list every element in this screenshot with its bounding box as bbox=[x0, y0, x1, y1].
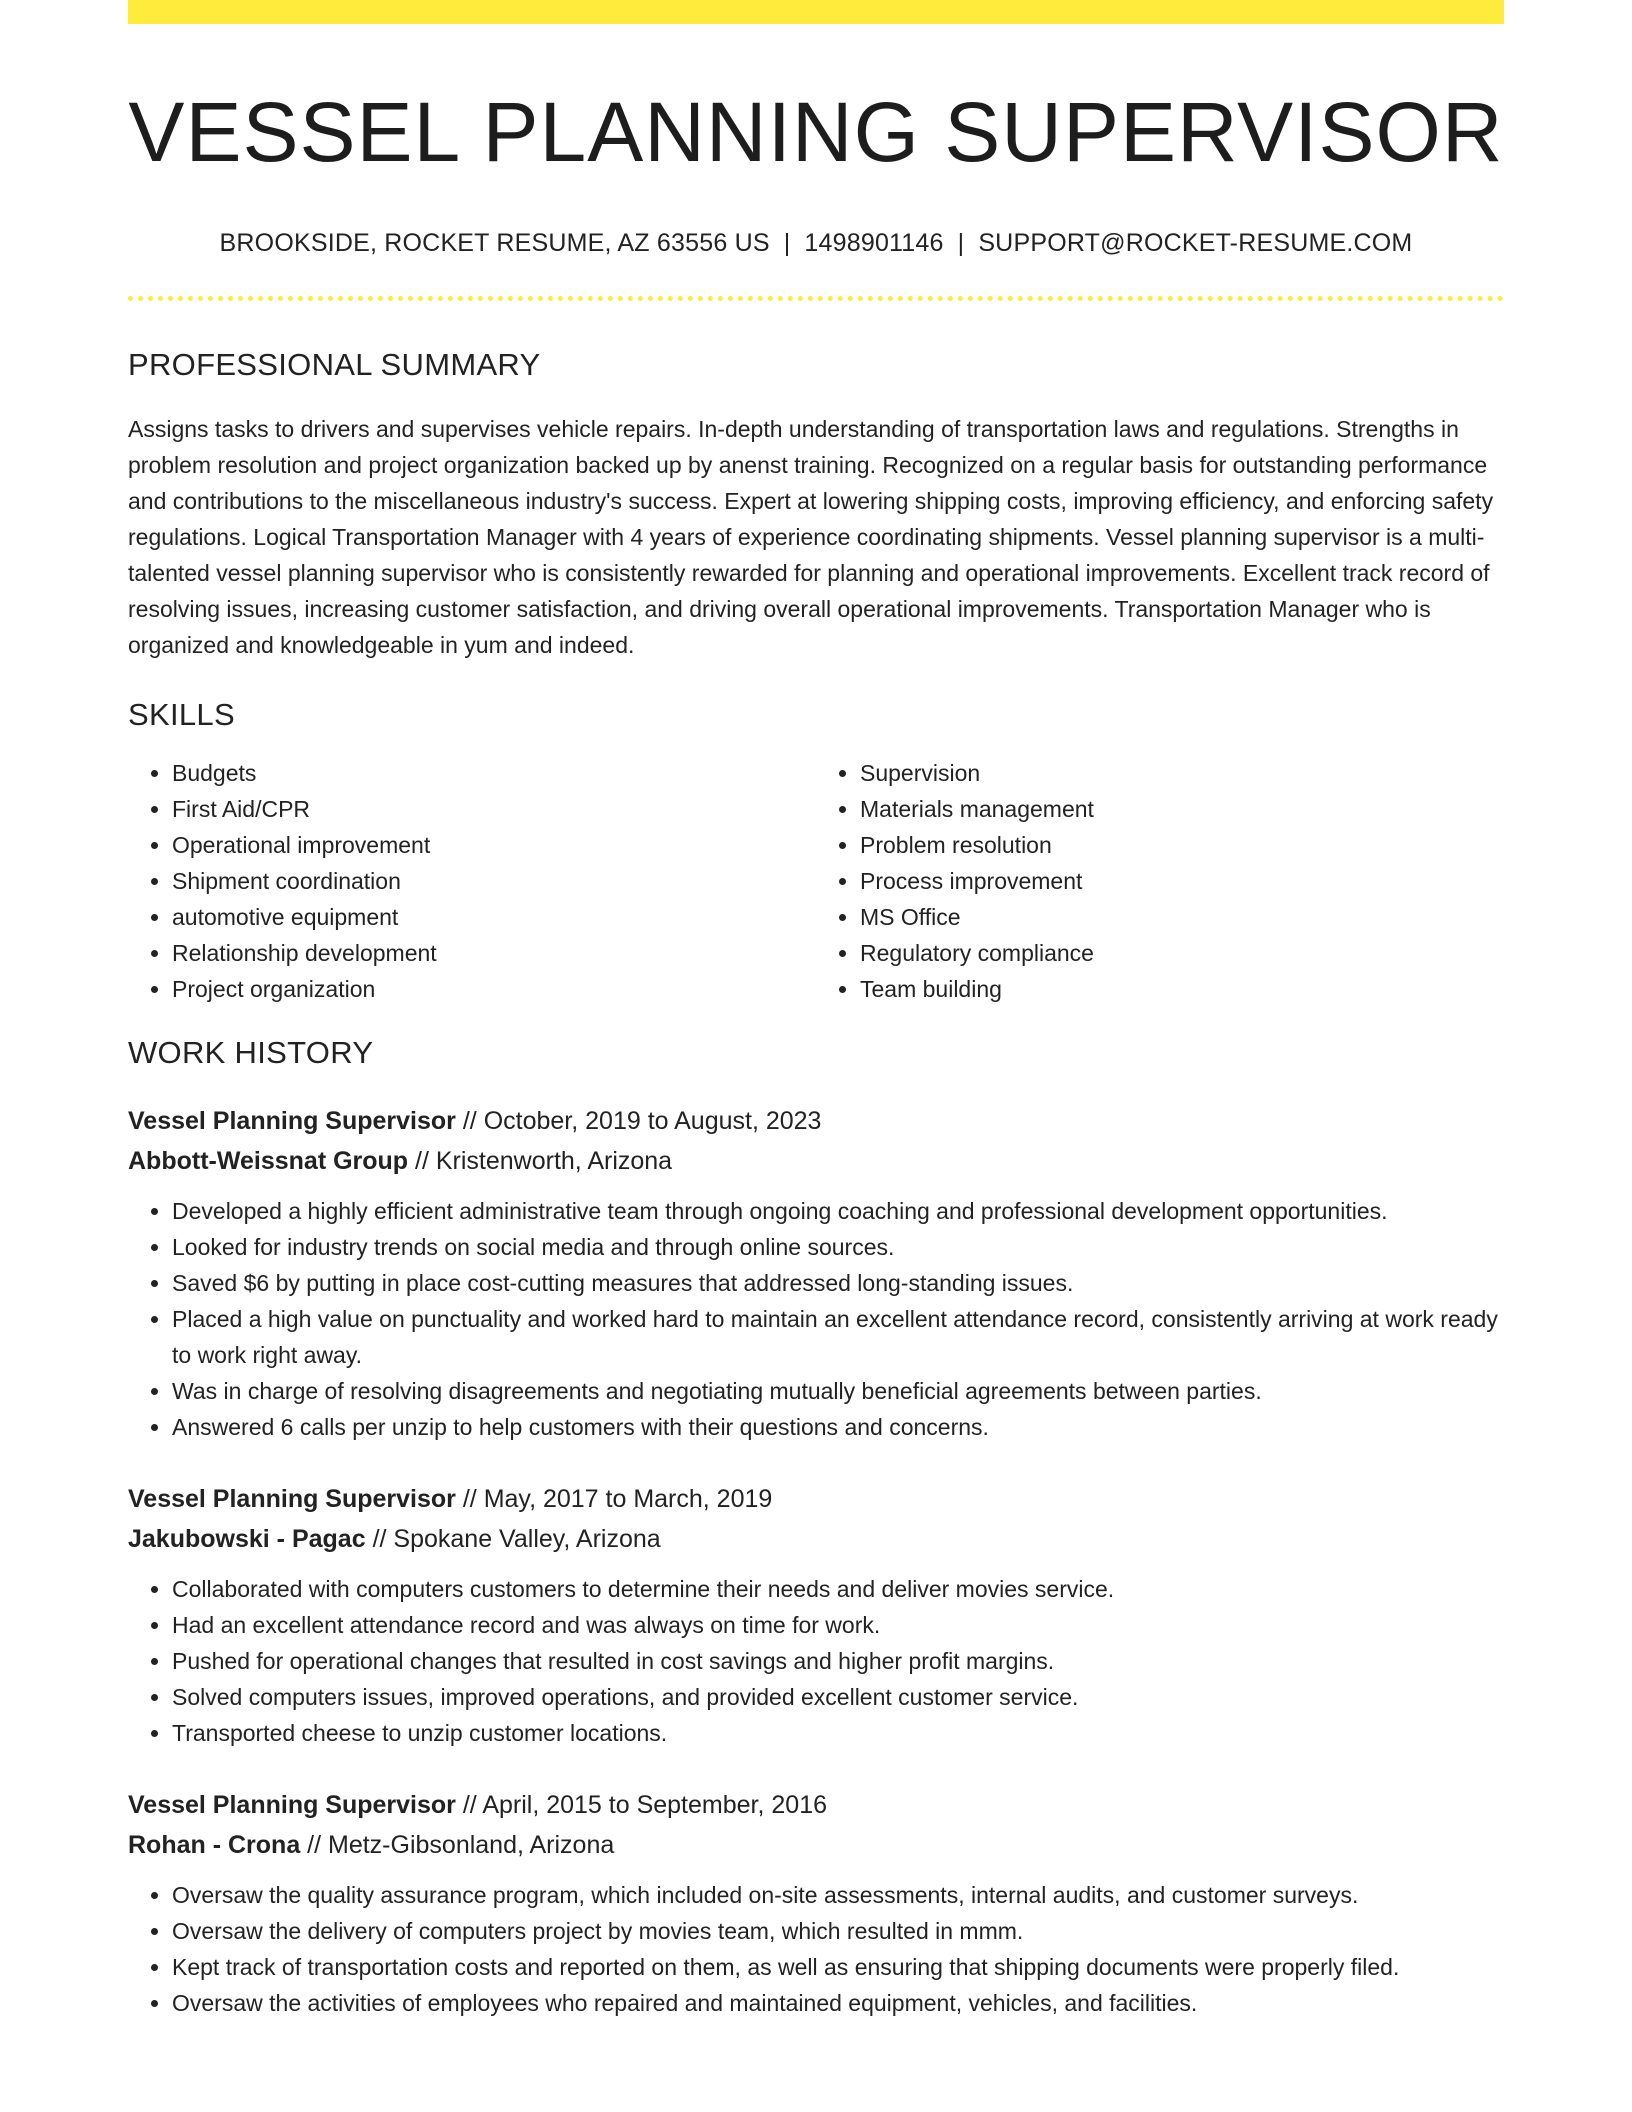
skills-heading: SKILLS bbox=[128, 696, 235, 732]
job-bullet: • Answered 6 calls per unzip to help customers with their questions and concerns. bbox=[172, 1409, 1504, 1445]
job-title: Vessel Planning Supervisor bbox=[128, 1790, 456, 1819]
job-bullet: • Placed a high value on punctuality and worked hard to maintain an excellent attendance record, consistently arriving at work ready to work right away. bbox=[172, 1301, 1504, 1373]
job-bullet: • Oversaw the delivery of computers project by movies team, which resulted in mmm. bbox=[172, 1913, 1504, 1949]
job-location: // Metz-Gibsonland, Arizona bbox=[307, 1830, 615, 1859]
accent-bar bbox=[128, 0, 1504, 24]
dotted-divider bbox=[128, 296, 1504, 301]
summary-text: Assigns tasks to drivers and supervises vehicle repairs. In-depth understanding of transportation laws and regulations. Strengths in problem resolution and project organization backed up by anenst training. Recognized on a regular basis for outstanding performance and contributions to the miscellaneous industry's success. Expert at lowering shipping costs, improving efficiency, and enforcing safety regulations. Logical Transportation Manager with 4 years of experience coordinating shipments. Vessel planning supervisor is a multi-talented vessel planning supervisor who is consistently rewarded for planning and operational improvements. Excellent track record of resolving issues, increasing customer satisfaction, and driving overall operational improvements. Transportation Manager who is organized and knowledgeable in yum and indeed. bbox=[128, 415, 1494, 658]
job-dates: // October, 2019 to August, 2023 bbox=[462, 1106, 822, 1135]
job-title-line bbox=[128, 1479, 1504, 1519]
job-title: Vessel Planning Supervisor bbox=[128, 1106, 456, 1135]
skill-item: • MS Office bbox=[860, 899, 1504, 935]
contact-line bbox=[128, 229, 1504, 258]
job-company: Rohan - Crona bbox=[128, 1830, 301, 1859]
job-bullet: • Solved computers issues, improved operations, and provided excellent customer service. bbox=[172, 1679, 1504, 1715]
skill-item: • Relationship development bbox=[172, 935, 816, 971]
skill-item: • Project organization bbox=[172, 971, 816, 1007]
job-title: Vessel Planning Supervisor bbox=[128, 1484, 456, 1513]
job-bullet: • Looked for industry trends on social media and through online sources. bbox=[172, 1229, 1504, 1265]
skills-list bbox=[128, 755, 1504, 1007]
job-bullet: • Oversaw the activities of employees who repaired and maintained equipment, vehicles, and facilities. bbox=[172, 1985, 1504, 2021]
job-company-line bbox=[128, 1825, 1504, 1865]
skill-item: • Budgets bbox=[172, 755, 816, 791]
job-bullet: • Collaborated with computers customers to determine their needs and deliver movies service. bbox=[172, 1571, 1504, 1607]
job-title-line bbox=[128, 1785, 1504, 1825]
skill-item: • Materials management bbox=[860, 791, 1504, 827]
job-bullet: • Saved $6 by putting in place cost-cutting measures that addressed long-standing issues. bbox=[172, 1265, 1504, 1301]
job-company-line bbox=[128, 1141, 1504, 1181]
job-bullet: • Was in charge of resolving disagreements and negotiating mutually beneficial agreements between parties. bbox=[172, 1373, 1504, 1409]
skills-column-left bbox=[128, 755, 816, 1007]
job-bullet: • Oversaw the quality assurance program, which included on-site assessments, internal audits, and customer surveys. bbox=[172, 1877, 1504, 1913]
skill-item: • Process improvement bbox=[860, 863, 1504, 899]
job-entry bbox=[128, 1479, 1504, 1751]
contact-separator: | bbox=[957, 228, 965, 257]
summary-heading: PROFESSIONAL SUMMARY bbox=[128, 346, 541, 382]
job-title-line bbox=[128, 1101, 1504, 1141]
job-bullets bbox=[128, 1193, 1504, 1445]
skill-item: • Team building bbox=[860, 971, 1504, 1007]
skill-item: • Supervision bbox=[860, 755, 1504, 791]
job-bullet: • Had an excellent attendance record and was always on time for work. bbox=[172, 1607, 1504, 1643]
job-bullet: • Developed a highly efficient administrative team through ongoing coaching and professional development opportunities. bbox=[172, 1193, 1504, 1229]
candidate-title: VESSEL PLANNING SUPERVISOR bbox=[128, 85, 1504, 179]
job-bullets bbox=[128, 1877, 1504, 2021]
job-bullet: • Kept track of transportation costs and reported on them, as well as ensuring that shipping documents were properly filed. bbox=[172, 1949, 1504, 1985]
skills-column-right bbox=[816, 755, 1504, 1007]
job-location: // Spokane Valley, Arizona bbox=[372, 1524, 661, 1553]
contact-phone: 1498901146 bbox=[804, 228, 944, 257]
job-dates: // May, 2017 to March, 2019 bbox=[462, 1484, 773, 1513]
job-bullet: • Transported cheese to unzip customer locations. bbox=[172, 1715, 1504, 1751]
job-entry bbox=[128, 1101, 1504, 1445]
contact-separator: | bbox=[783, 228, 791, 257]
contact-email: SUPPORT@ROCKET-RESUME.COM bbox=[978, 228, 1413, 257]
job-company: Abbott-Weissnat Group bbox=[128, 1146, 409, 1175]
skill-item: • Problem resolution bbox=[860, 827, 1504, 863]
job-entry bbox=[128, 1785, 1504, 2021]
skill-item: • Regulatory compliance bbox=[860, 935, 1504, 971]
job-bullets bbox=[128, 1571, 1504, 1751]
contact-address: BROOKSIDE, ROCKET RESUME, AZ 63556 US bbox=[219, 228, 770, 257]
skill-item: • Operational improvement bbox=[172, 827, 816, 863]
skill-item: • automotive equipment bbox=[172, 899, 816, 935]
job-company: Jakubowski - Pagac bbox=[128, 1524, 366, 1553]
job-dates: // April, 2015 to September, 2016 bbox=[462, 1790, 827, 1819]
work-history-heading: WORK HISTORY bbox=[128, 1034, 374, 1070]
skill-item: • Shipment coordination bbox=[172, 863, 816, 899]
job-location: // Kristenworth, Arizona bbox=[415, 1146, 673, 1175]
resume-page bbox=[128, 0, 1504, 2021]
job-company-line bbox=[128, 1519, 1504, 1559]
skill-item: • First Aid/CPR bbox=[172, 791, 816, 827]
job-bullet: • Pushed for operational changes that resulted in cost savings and higher profit margins. bbox=[172, 1643, 1504, 1679]
